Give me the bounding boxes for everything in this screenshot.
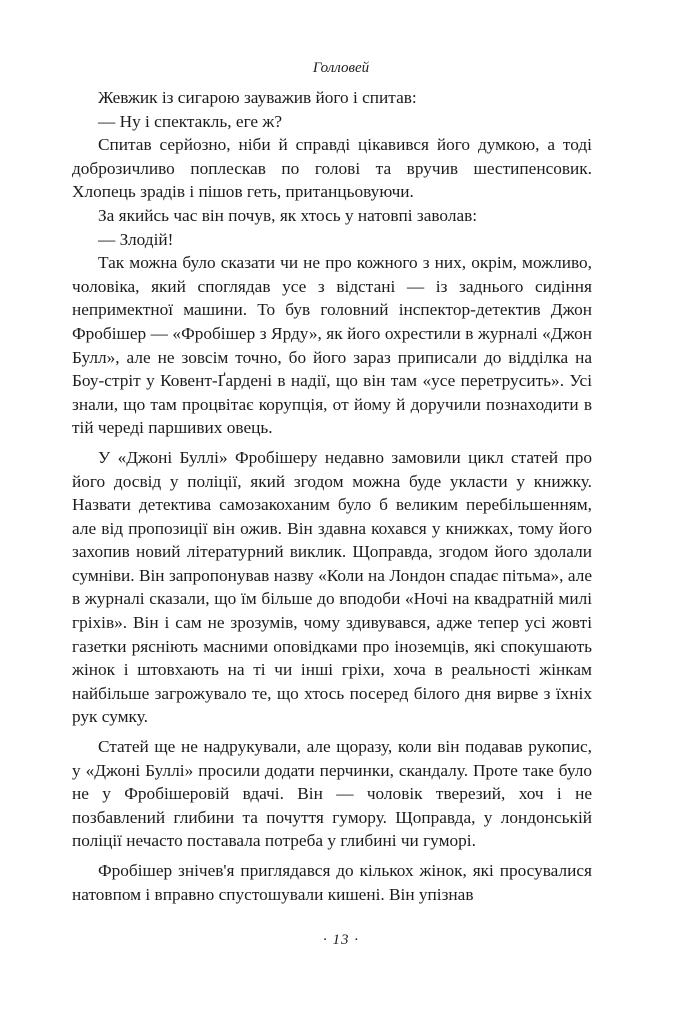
- running-head: Голловей: [312, 60, 370, 76]
- paragraph: Так можна було сказати чи не про кожного з них, окрім, можливо, чоловіка, який споглядав усе з відстані — із заднього сидіння непримектної машини. То був головний інспектор-детектив Джон Фробішер — «Фробішер з Ярду», як його охрестили в журналі «Джон Булл», але не зовсім точно, бо його зараз приписали до відділка на Боу-стріт у Ковент-Ґардені в надії, що він там «усе перетрусить». Усі знали, що там процвітає корупція, от йому й доручили познаходити в тій череді паршивих овець.: [72, 253, 592, 438]
- paragraph: За якийсь час він почув, як хтось у натовпі заволав:: [98, 205, 478, 225]
- paragraph: Жевжик із сигарою зауважив його і спитав:: [98, 88, 417, 107]
- paragraph: Спитав серйозно, ніби й справді цікавився його думкою, а тоді доброзичливо поплескав по голові та вручив шестипенсовик. Хлопець зрадів і пішов геть, пританцьовуючи.: [72, 135, 592, 202]
- body-text: [72, 86, 592, 906]
- paragraph: Фробішер знічев'я приглядався до кількох жінок, які просувалися натовпом і вправно спустошували кишені. Він упізнав: [72, 861, 592, 904]
- page-number: · 13 ·: [323, 932, 359, 948]
- paragraph: — Ну і спектакль, еге ж?: [98, 111, 283, 131]
- paragraph: У «Джоні Буллі» Фробішеру недавно замовили цикл статей про його досвід у поліції, який згодом можна буде укласти у книжку. Назвати детектива самозакоханим було б великим перебільшенням, але від пропозиції він ожив. Він здавна кохався у книжках, тому його захопив новий літературний виклик. Щоправда, згодом його здолали сумніви. Він запропонував назву «Коли на Лондон спадає пітьма», але в журналі сказали, що їм більше до вподоби «Ночі на квадратній милі гріхів». Він і сам не зрозумів, чому здивувався, адже тепер усі жовті газетки рясніють масними оповідками про іноземців, які спокушають жінок і штовхають на ті чи інші гріхи, хоча в реальності жінкам найбільше загрожувало те, що хтось посеред білого дня вирве з їхніх рук сумку.: [72, 447, 592, 727]
- paragraph: — Злодій!: [98, 229, 174, 249]
- paragraph: Статей ще не надрукували, але щоразу, коли він подавав рукопис, у «Джоні Буллі» просили додати перчинки, скандалу. Проте таке було не у Фробішеровій вдачі. Він — чоловік тверезий, хоч і не позбавлений глибини та почуття гумору. Щоправда, у лондонській поліції нечасто поставала потреба у глибині чи гуморі.: [72, 737, 592, 851]
